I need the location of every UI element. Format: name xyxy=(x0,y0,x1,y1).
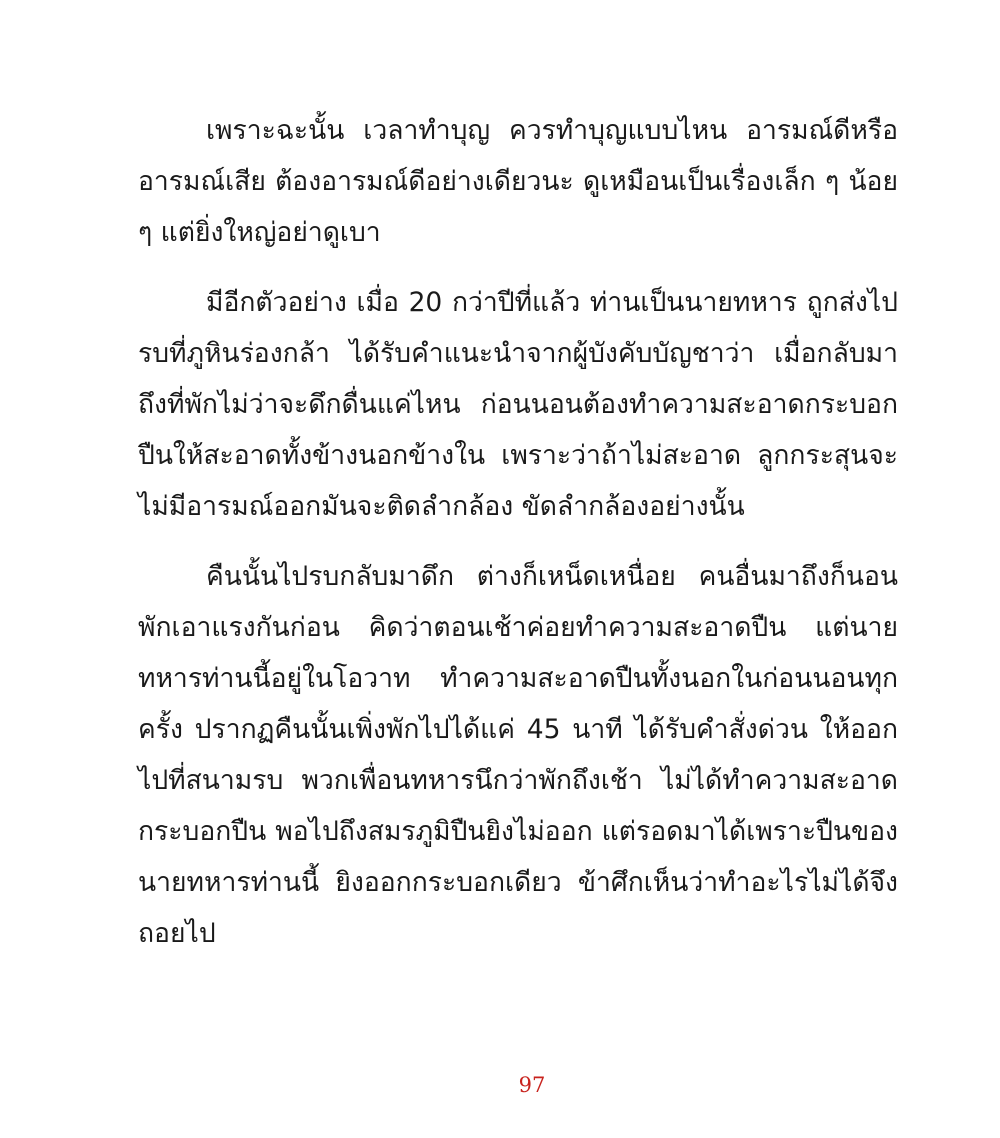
paragraph-3: คืนนั้นไปรบกลับมาดึก ต่างก็เหน็ดเหนื่อย คนอื่นมาถึงก็นอนพักเอาแรงกันก่อน คิดว่าตอนเช้าค่อยทำความสะอาดปืน แต่นายทหารท่านนี้อยู่ในโอวาท ทำความสะอาดปืนทั้งนอกในก่อนนอนทุกครั้ง ปรากฏคืนนั้นเพิ่งพักไปได้แค่ 45 นาที ได้รับคำสั่งด่วน ให้ออกไปที่สนามรบ พวกเพื่อนทหารนึกว่าพักถึงเช้า ไม่ได้ทำความสะอาดกระบอกปืน พอไปถึงสมรภูมิปืนยิงไม่ออก แต่รอดมาได้เพราะปืนของนายทหารท่านนี้ ยิงออกกระบอกเดียว ข้าศึกเห็นว่าทำอะไรไม่ได้จึงถอยไป xyxy=(138,561,898,949)
body-text xyxy=(138,105,898,978)
paragraph-2: มีอีกตัวอย่าง เมื่อ 20 กว่าปีที่แล้ว ท่านเป็นนายทหาร ถูกส่งไปรบที่ภูหินร่องกล้า ได้รับคำแนะนำจากผู้บังคับบัญชาว่า เมื่อกลับมาถึงที่พักไม่ว่าจะดึกดื่นแค่ไหน ก่อนนอนต้องทำความสะอาดกระบอกปืนให้สะอาดทั้งข้างนอกข้างใน เพราะว่าถ้าไม่สะอาด ลูกกระสุนจะไม่มีอารมณ์ออกมันจะติดลำกล้อง ขัดลำกล้องอย่างนั้น xyxy=(138,287,898,522)
paragraph-1: เพราะฉะนั้น เวลาทำบุญ ควรทำบุญแบบไหน อารมณ์ดีหรืออารมณ์เสีย ต้องอารมณ์ดีอย่างเดียวนะ ดูเหมือนเป็นเรื่องเล็ก ๆ น้อย ๆ แต่ยิ่งใหญ่อย่าดูเบา xyxy=(138,115,898,248)
page-number: 97 xyxy=(518,1073,546,1097)
